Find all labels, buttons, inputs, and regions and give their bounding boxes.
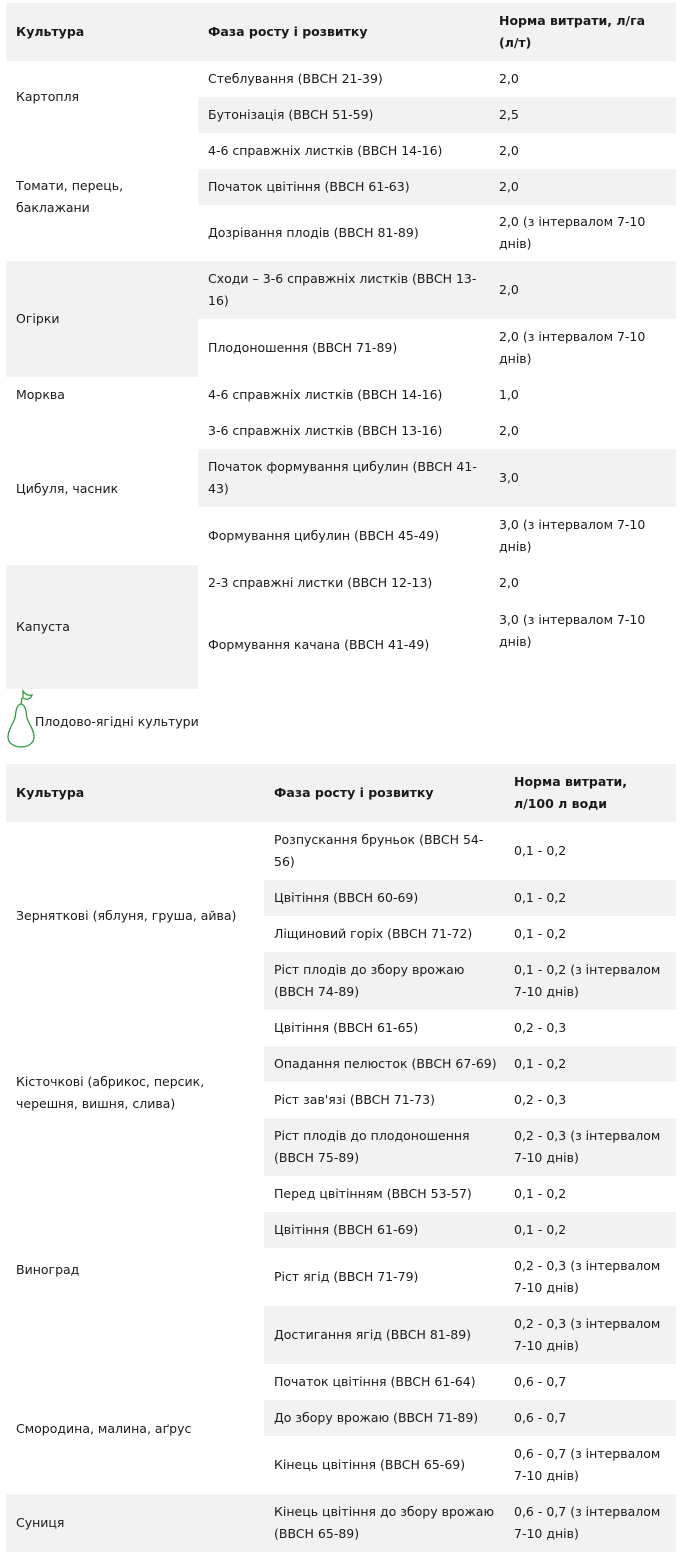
phase-cell: Опадання пелюсток (BBCH 67-69) bbox=[264, 1046, 504, 1082]
rate-cell: 0,1 - 0,2 (з інтервалом 7-10 днів) bbox=[504, 952, 676, 1010]
culture-cell: Капуста bbox=[6, 565, 198, 689]
rate-cell: 3,0 bbox=[489, 449, 676, 507]
phase-cell: Розпускання бруньок (BBCH 54-56) bbox=[274, 832, 484, 869]
header-phase: Фаза росту і розвитку bbox=[208, 24, 368, 39]
rate-cell: 0,1 - 0,2 bbox=[514, 1186, 567, 1201]
rate-cell: 0,2 - 0,3 bbox=[514, 1020, 567, 1035]
phase-cell: Дозрівання плодів (BBCH 81-89) bbox=[208, 225, 419, 240]
rate-cell: 2,0 bbox=[489, 169, 676, 205]
rate-cell: 3,0 (з інтервалом 7-10 днів) bbox=[499, 612, 646, 649]
vegetables-table bbox=[6, 3, 676, 689]
phase-cell: До збору врожаю (BBCH 71-89) bbox=[264, 1400, 504, 1436]
rate-cell: 1,0 bbox=[499, 387, 519, 402]
culture-cell: Смородина, малина, аґрус bbox=[16, 1421, 192, 1436]
phase-cell: Початок цвітіння (BBCH 61-63) bbox=[198, 169, 489, 205]
rate-cell: 0,1 - 0,2 bbox=[504, 1046, 676, 1082]
header-rate: Норма витрати, л/100 л води bbox=[514, 774, 628, 811]
rate-cell: 0,6 - 0,7 bbox=[514, 1374, 567, 1389]
rate-cell: 0,6 - 0,7 (з інтервалом 7-10 днів) bbox=[504, 1494, 676, 1552]
rate-cell: 0,2 - 0,3 bbox=[514, 1092, 567, 1107]
culture-cell: Кісточкові (абрикос, персик, черешня, вишня, слива) bbox=[16, 1074, 205, 1111]
rate-cell: 2,0 bbox=[499, 575, 519, 590]
header-culture: Культура bbox=[16, 24, 85, 39]
phase-cell: Ріст ягід (BBCH 71-79) bbox=[274, 1269, 419, 1284]
phase-cell: Ріст плодів до збору врожаю (BBCH 74-89) bbox=[264, 952, 504, 1010]
culture-cell: Суниця bbox=[6, 1494, 264, 1552]
culture-cell: Цибуля, часник bbox=[16, 481, 119, 496]
rate-cell: 0,2 - 0,3 (з інтервалом 7-10 днів) bbox=[504, 1118, 676, 1176]
phase-cell: Цвітіння (BBCH 61-65) bbox=[274, 1020, 419, 1035]
header-phase: Фаза росту і розвитку bbox=[274, 785, 434, 800]
phase-cell: Плодоношення (BBCH 71-89) bbox=[208, 340, 398, 355]
rate-cell: 0,6 - 0,7 bbox=[504, 1400, 676, 1436]
phase-cell: Стеблування (BBCH 21-39) bbox=[208, 71, 383, 86]
phase-cell: 4-6 справжніх листків (BBCH 14-16) bbox=[208, 387, 443, 402]
phase-cell: Формування качана (BBCH 41-49) bbox=[208, 637, 430, 652]
rate-cell: 2,0 bbox=[499, 143, 519, 158]
culture-cell: Зерняткові (яблуня, груша, айва) bbox=[16, 908, 237, 923]
phase-cell: Кінець цвітіння до збору врожаю (BBCH 65-89) bbox=[264, 1494, 504, 1552]
rate-cell: 2,0 (з інтервалом 7-10 днів) bbox=[499, 214, 646, 251]
table-header bbox=[6, 3, 676, 61]
culture-cell: Картопля bbox=[16, 89, 80, 104]
phase-cell: Цвітіння (BBCH 60-69) bbox=[264, 880, 504, 916]
header-rate: Норма витрати, л/га (л/т) bbox=[499, 13, 646, 50]
rate-cell: 0,1 - 0,2 bbox=[504, 880, 676, 916]
phase-cell: Кінець цвітіння (BBCH 65-69) bbox=[274, 1457, 466, 1472]
phase-cell: Ріст плодів до плодоношення (BBCH 75-89) bbox=[264, 1118, 504, 1176]
phase-cell: Початок формування цибулин (BBCH 41-43) bbox=[198, 449, 489, 507]
culture-cell: Виноград bbox=[16, 1262, 80, 1277]
phase-cell: 2-3 справжні листки (BBCH 12-13) bbox=[208, 575, 433, 590]
rate-cell: 0,1 - 0,2 bbox=[514, 843, 567, 858]
culture-cell: Томати, перець, баклажани bbox=[16, 178, 124, 215]
culture-cell: Огірки bbox=[6, 261, 198, 377]
phase-cell: 3-6 справжніх листків (BBCH 13-16) bbox=[208, 423, 443, 438]
rate-cell: 2,5 bbox=[489, 97, 676, 133]
phase-cell: 4-6 справжніх листків (BBCH 14-16) bbox=[208, 143, 443, 158]
fruit-section-title: Плодово-ягідні культури bbox=[35, 714, 199, 729]
phase-cell: Початок цвітіння (BBCH 61-64) bbox=[274, 1374, 476, 1389]
rate-cell: 0,2 - 0,3 (з інтервалом 7-10 днів) bbox=[504, 1306, 676, 1364]
phase-cell: Перед цвітінням (BBCH 53-57) bbox=[274, 1186, 472, 1201]
rate-cell: 2,0 bbox=[499, 423, 519, 438]
fruits-table bbox=[6, 764, 676, 1552]
phase-cell: Достигання ягід (BBCH 81-89) bbox=[264, 1306, 504, 1364]
rate-cell: 2,0 (з інтервалом 7-10 днів) bbox=[499, 329, 646, 366]
culture-cell: Морква bbox=[16, 387, 65, 402]
pear-icon bbox=[6, 688, 36, 755]
rate-cell: 0,2 - 0,3 (з інтервалом 7-10 днів) bbox=[514, 1258, 661, 1295]
rate-cell: 2,0 bbox=[499, 71, 519, 86]
rate-cell: 3,0 (з інтервалом 7-10 днів) bbox=[499, 517, 646, 554]
table-header bbox=[6, 764, 676, 822]
rate-cell: 0,1 - 0,2 bbox=[504, 1212, 676, 1248]
rate-cell: 0,1 - 0,2 bbox=[514, 926, 567, 941]
phase-cell: Формування цибулин (BBCH 45-49) bbox=[208, 528, 440, 543]
rate-cell: 0,6 - 0,7 (з інтервалом 7-10 днів) bbox=[514, 1446, 661, 1483]
header-culture: Культура bbox=[16, 785, 85, 800]
phase-cell: Цвітіння (BBCH 61-69) bbox=[264, 1212, 504, 1248]
phase-cell: Ліщиновий горіх (BBCH 71-72) bbox=[274, 926, 473, 941]
phase-cell: Бутонізація (BBCH 51-59) bbox=[198, 97, 489, 133]
phase-cell: Ріст зав'язі (BBCH 71-73) bbox=[274, 1092, 435, 1107]
rate-cell: 2,0 bbox=[489, 261, 676, 319]
phase-cell: Сходи – 3-6 справжніх листків (BBCH 13-16) bbox=[198, 261, 489, 319]
